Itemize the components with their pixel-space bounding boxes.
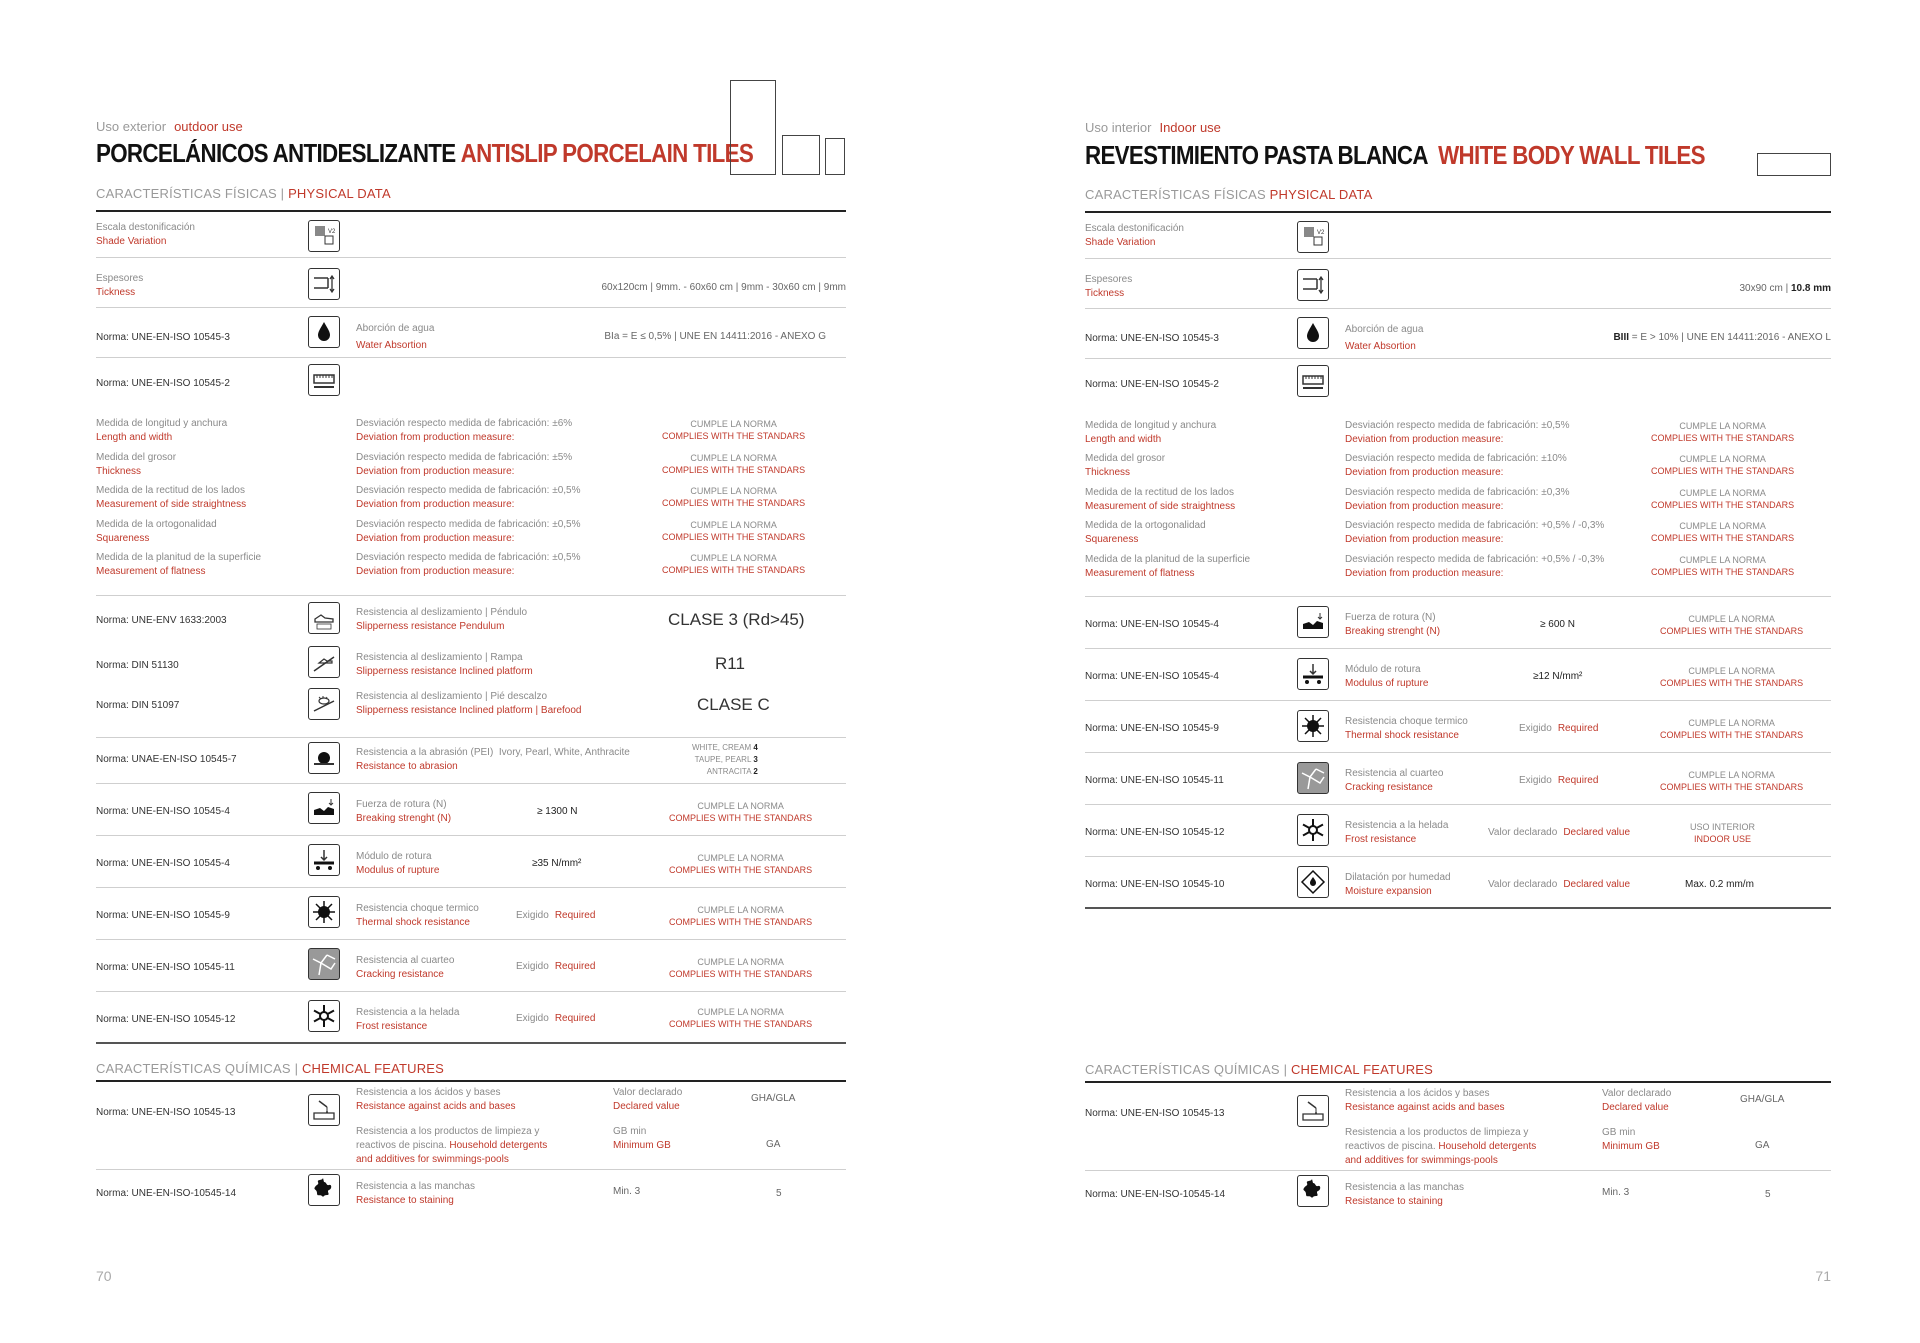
stain-value: 5	[1765, 1189, 1771, 1200]
stain-value: 5	[776, 1188, 782, 1199]
pool-value: GA	[766, 1139, 781, 1150]
shade-row	[96, 212, 846, 258]
frost-complies: CUMPLE LA NORMA COMPLIES WITH THE STANDARS	[669, 1007, 813, 1029]
breaking-label: Fuerza de rotura (N) Breaking strenght (N)	[1345, 612, 1441, 637]
thickness-label: Espesores Tickness	[1085, 274, 1133, 299]
cracking-icon	[308, 948, 340, 980]
stain-label: Resistencia a las manchas Resistance to staining	[356, 1181, 475, 1206]
slip-pendulum-label: Resistencia al deslizamiento | Péndulo Slipperness resistance Pendulum	[356, 607, 528, 632]
norma-label: Norma: UNE-EN-ISO 10545-4	[96, 806, 230, 817]
norma-label: Norma: UNE-EN-ISO 10545-4	[1085, 671, 1219, 682]
dim-deviation: Desviación respecto medida de fabricación: ±10% Deviation from production measure:	[1345, 453, 1567, 478]
norma-label: Norma: UNE-EN-ISO 10545-2	[96, 378, 230, 389]
dim-label: Medida de la planitud de la superficie Measurement of flatness	[96, 552, 262, 577]
absorption-value: BIII = E > 10% | UNE EN 14411:2016 - ANEXO L	[1613, 332, 1831, 343]
norma-label: Norma: UNE-EN-ISO 10545-4	[96, 858, 230, 869]
shade-variation-icon	[1297, 221, 1329, 253]
norma-label: Norma: UNE-ENV 1633:2003	[96, 615, 227, 626]
thermal-required: Exigido Required	[1519, 723, 1599, 734]
dim-label: Medida de la rectitud de los lados Measurement of side straightness	[1085, 487, 1236, 512]
stain-icon	[1297, 1175, 1329, 1207]
dim-label: Medida de la ortogonalidad Squareness	[1085, 520, 1206, 545]
tile-format-large-icon	[730, 80, 776, 175]
physical-data-heading: CARACTERÍSTICAS FÍSICAS | PHYSICAL DATA	[96, 186, 391, 201]
norma-label: Norma: UNE-EN-ISO 10545-9	[96, 910, 230, 921]
modulus-complies: CUMPLE LA NORMA COMPLIES WITH THE STANDARS	[669, 853, 813, 875]
tile-format-square-icon	[782, 135, 820, 175]
breaking-value: ≥ 1300 N	[537, 806, 578, 817]
norma-label: Norma: UNE-EN-ISO 10545-13	[1085, 1108, 1225, 1119]
shade-label: Escala destonificación Shade Variation	[1085, 223, 1184, 248]
dim-label: Medida de la ortogonalidad Squareness	[96, 519, 217, 544]
physical-data-heading: CARACTERÍSTICAS FÍSICAS PHYSICAL DATA	[1085, 187, 1373, 202]
modulus-value: ≥12 N/mm²	[1533, 671, 1583, 682]
norma-label: Norma: UNAE-EN-ISO 10545-7	[96, 754, 237, 765]
moisture-icon	[1297, 866, 1329, 898]
moisture-value: Max. 0.2 mm/m	[1685, 879, 1754, 890]
thermal-complies: CUMPLE LA NORMA COMPLIES WITH THE STANDARS	[1660, 718, 1804, 740]
absorption-value: BIa = E ≤ 0,5% | UNE EN 14411:2016 - ANEXO G	[604, 331, 826, 342]
thickness-icon	[1297, 269, 1329, 301]
thermal-complies: CUMPLE LA NORMA COMPLIES WITH THE STANDARS	[669, 905, 813, 927]
water-drop-icon	[1297, 317, 1329, 349]
breaking-icon	[1297, 606, 1329, 638]
usage-label: Uso interior Indoor use	[1085, 120, 1221, 135]
slip-row	[96, 596, 846, 738]
thermal-label: Resistencia choque termico Thermal shock resistance	[1345, 716, 1468, 741]
breaking-complies: CUMPLE LA NORMA COMPLIES WITH THE STANDARS	[1660, 614, 1804, 636]
dim-deviation: Desviación respecto medida de fabricación: ±0,5% Deviation from production measure:	[356, 552, 581, 577]
modulus-value: ≥35 N/mm²	[532, 858, 582, 869]
acid-label: Resistencia a los ácidos y bases Resistance against acids and bases	[1345, 1088, 1505, 1113]
chemical-heading: CARACTERÍSTICAS QUÍMICAS | CHEMICAL FEATURES	[96, 1061, 445, 1076]
thickness-row	[1085, 259, 1831, 309]
dim-label: Medida de longitud y anchura Length and width	[1085, 420, 1217, 445]
page-title: REVESTIMIENTO PASTA BLANCA WHITE BODY WALL TILES	[1085, 140, 1705, 170]
frost-required: Exigido Required	[516, 1013, 596, 1024]
acid-label: Resistencia a los ácidos y bases Resistance against acids and bases	[356, 1087, 516, 1112]
page-number: 70	[96, 1268, 112, 1284]
stain-icon	[308, 1174, 340, 1206]
norma-label: Norma: UNE-EN-ISO 10545-13	[96, 1107, 236, 1118]
absorption-label: Aborción de agua Water Absortion	[356, 323, 435, 351]
dim-label: Medida del grosor Thickness	[96, 452, 177, 477]
norma-label: Norma: UNE-EN-ISO 10545-11	[1085, 775, 1224, 786]
dim-label: Medida del grosor Thickness	[1085, 453, 1166, 478]
dim-label: Medida de la rectitud de los lados Measurement of side straightness	[96, 485, 247, 510]
cracking-complies: CUMPLE LA NORMA COMPLIES WITH THE STANDARS	[669, 957, 813, 979]
dim-deviation: Desviación respecto medida de fabricación: ±0,5% Deviation from production measure:	[356, 519, 581, 544]
abrasion-icon	[308, 742, 340, 774]
abrasion-label: Resistencia a la abrasión (PEI) Ivory, Pearl, White, Anthracite Resistance to abrasion	[356, 747, 630, 772]
dim-deviation: Desviación respecto medida de fabricación: ±0,5% Deviation from production measure:	[1345, 420, 1570, 445]
page-title: PORCELÁNICOS ANTIDESLIZANTE ANTISLIP PORCELAIN TILES	[96, 138, 754, 168]
norma-label: Norma: UNE-EN-ISO 10545-11	[96, 962, 235, 973]
cracking-required: Exigido Required	[1519, 775, 1599, 786]
acid-header: Valor declarado Declared value	[1602, 1088, 1672, 1113]
shade-row	[1085, 213, 1831, 259]
slip-ramp-label: Resistencia al deslizamiento | Rampa Slipperness resistance Inclined platform	[356, 652, 533, 677]
page-number: 71	[1815, 1268, 1831, 1284]
moisture-declared: Valor declarado Declared value	[1488, 879, 1631, 890]
dim-complies: CUMPLE LA NORMA COMPLIES WITH THE STANDARS	[1651, 488, 1795, 510]
thickness-label: Espesores Tickness	[96, 273, 144, 298]
acid-icon	[308, 1094, 340, 1126]
dim-complies: CUMPLE LA NORMA COMPLIES WITH THE STANDARS	[1651, 555, 1795, 577]
pool-header: GB min Minimum GB	[613, 1126, 671, 1151]
dim-deviation: Desviación respecto medida de fabricación: ±5% Deviation from production measure:	[356, 452, 573, 477]
dim-complies: CUMPLE LA NORMA COMPLIES WITH THE STANDARS	[662, 486, 806, 508]
thermal-required: Exigido Required	[516, 910, 596, 921]
thickness-value: 60x120cm | 9mm. - 60x60 cm | 9mm - 30x60 cm | 9mm	[601, 282, 846, 293]
norma-label: Norma: UNE-EN-ISO 10545-12	[1085, 827, 1225, 838]
dim-deviation: Desviación respecto medida de fabricación: +0,5% / -0,3% Deviation from production measure:	[1345, 520, 1605, 545]
pool-label: Resistencia a los productos de limpieza y reactivos de piscina. Household detergents and additives for swimmings-pools	[356, 1126, 548, 1165]
thermal-shock-icon	[308, 896, 340, 928]
breaking-value: ≥ 600 N	[1540, 619, 1575, 630]
norma-label: Norma: UNE-EN-ISO 10545-10	[1085, 879, 1225, 890]
norma-label: Norma: UNE-EN-ISO 10545-12	[96, 1014, 236, 1025]
dim-complies: CUMPLE LA NORMA COMPLIES WITH THE STANDARS	[1651, 421, 1795, 443]
tile-format-icon	[1757, 153, 1831, 176]
dim-deviation: Desviación respecto medida de fabricación: +0,5% / -0,3% Deviation from production measure:	[1345, 554, 1605, 579]
right-page	[1085, 0, 1831, 1343]
cracking-required: Exigido Required	[516, 961, 596, 972]
dim-label: Medida de la planitud de la superficie Measurement of flatness	[1085, 554, 1251, 579]
stain-min: Min. 3	[613, 1186, 641, 1197]
snowflake-icon	[1297, 814, 1329, 846]
slip-pendulum-value: CLASE 3 (Rd>45)	[668, 610, 805, 629]
slip-ramp-value: R11	[715, 654, 745, 673]
shade-variation-icon	[308, 220, 340, 252]
breaking-complies: CUMPLE LA NORMA COMPLIES WITH THE STANDARS	[669, 801, 813, 823]
dimensions-row	[96, 358, 846, 596]
stain-label: Resistencia a las manchas Resistance to staining	[1345, 1182, 1464, 1207]
dim-complies: CUMPLE LA NORMA COMPLIES WITH THE STANDARS	[1651, 454, 1795, 476]
frost-indoor-use: USO INTERIOR INDOOR USE	[1690, 822, 1756, 844]
modulus-icon	[308, 844, 340, 876]
dim-complies: CUMPLE LA NORMA COMPLIES WITH THE STANDARS	[662, 553, 806, 575]
tile-format-small-icon	[825, 138, 845, 175]
breaking-icon	[308, 792, 340, 824]
dim-complies: CUMPLE LA NORMA COMPLIES WITH THE STANDARS	[1651, 521, 1795, 543]
shade-label: Escala destonificación Shade Variation	[96, 222, 195, 247]
modulus-label: Módulo de rotura Modulus of rupture	[356, 851, 440, 876]
dim-complies: CUMPLE LA NORMA COMPLIES WITH THE STANDARS	[662, 520, 806, 542]
water-drop-icon	[308, 316, 340, 348]
abrasion-values: WHITE, CREAM 4 TAUPE, PEARL 3 ANTRACITA 2	[692, 743, 758, 776]
usage-label: Uso exterior outdoor use	[96, 119, 243, 134]
snowflake-icon	[308, 1000, 340, 1032]
dim-deviation: Desviación respecto medida de fabricación: ±6% Deviation from production measure:	[356, 418, 573, 443]
chemical-heading: CARACTERÍSTICAS QUÍMICAS | CHEMICAL FEATURES	[1085, 1062, 1434, 1077]
acid-value: GHA/GLA	[751, 1093, 796, 1104]
cracking-label: Resistencia al cuarteo Cracking resistance	[1345, 768, 1444, 793]
svg-text:V2: V2	[1317, 230, 1325, 236]
left-page	[96, 0, 846, 1343]
acid-value: GHA/GLA	[1740, 1094, 1785, 1105]
svg-text:V2: V2	[328, 229, 336, 235]
moisture-label: Dilatación por humedad Moisture expansion	[1345, 872, 1451, 897]
norma-label: Norma: UNE-EN-ISO 10545-3	[1085, 333, 1219, 344]
thermal-shock-icon	[1297, 710, 1329, 742]
thermal-label: Resistencia choque termico Thermal shock resistance	[356, 903, 479, 928]
stain-min: Min. 3	[1602, 1187, 1630, 1198]
acid-header: Valor declarado Declared value	[613, 1087, 683, 1112]
pool-value: GA	[1755, 1140, 1770, 1151]
frost-label: Resistencia a la helada Frost resistance	[1345, 820, 1449, 845]
slip-barefoot-label: Resistencia al deslizamiento | Pié descalzo Slipperness resistance Inclined platform | Barefood	[356, 691, 582, 716]
thickness-value: 30x90 cm | 10.8 mm	[1739, 283, 1831, 294]
slip-barefoot-value: CLASE C	[697, 695, 770, 714]
frost-label: Resistencia a la helada Frost resistance	[356, 1007, 460, 1032]
dim-deviation: Desviación respecto medida de fabricación: ±0,3% Deviation from production measure:	[1345, 487, 1570, 512]
norma-label: Norma: DIN 51097	[96, 700, 180, 711]
cracking-label: Resistencia al cuarteo Cracking resistance	[356, 955, 455, 980]
norma-label: Norma: UNE-EN-ISO 10545-2	[1085, 379, 1219, 390]
dim-deviation: Desviación respecto medida de fabricación: ±0,5% Deviation from production measure:	[356, 485, 581, 510]
norma-label: Norma: DIN 51130	[96, 660, 179, 671]
dim-complies: CUMPLE LA NORMA COMPLIES WITH THE STANDARS	[662, 453, 806, 475]
pool-label: Resistencia a los productos de limpieza y reactivos de piscina. Household detergents and additives for swimmings-pools	[1345, 1127, 1537, 1166]
modulus-icon	[1297, 658, 1329, 690]
acid-icon	[1297, 1095, 1329, 1127]
cracking-icon	[1297, 762, 1329, 794]
norma-label: Norma: UNE-EN-ISO-10545-14	[96, 1188, 237, 1199]
absorption-label: Aborción de agua Water Absortion	[1345, 324, 1424, 352]
norma-label: Norma: UNE-EN-ISO 10545-3	[96, 332, 230, 343]
modulus-complies: CUMPLE LA NORMA COMPLIES WITH THE STANDARS	[1660, 666, 1804, 688]
thickness-icon	[308, 268, 340, 300]
dim-complies: CUMPLE LA NORMA COMPLIES WITH THE STANDARS	[662, 419, 806, 441]
dim-label: Medida de longitud y anchura Length and width	[96, 418, 228, 443]
dimensions-row	[1085, 359, 1831, 597]
modulus-label: Módulo de rotura Modulus of rupture	[1345, 664, 1429, 689]
cracking-complies: CUMPLE LA NORMA COMPLIES WITH THE STANDARS	[1660, 770, 1804, 792]
pool-header: GB min Minimum GB	[1602, 1127, 1660, 1152]
breaking-label: Fuerza de rotura (N) Breaking strenght (N)	[356, 799, 452, 824]
frost-declared: Valor declarado Declared value	[1488, 827, 1631, 838]
norma-label: Norma: UNE-EN-ISO-10545-14	[1085, 1189, 1226, 1200]
norma-label: Norma: UNE-EN-ISO 10545-4	[1085, 619, 1219, 630]
norma-label: Norma: UNE-EN-ISO 10545-9	[1085, 723, 1219, 734]
